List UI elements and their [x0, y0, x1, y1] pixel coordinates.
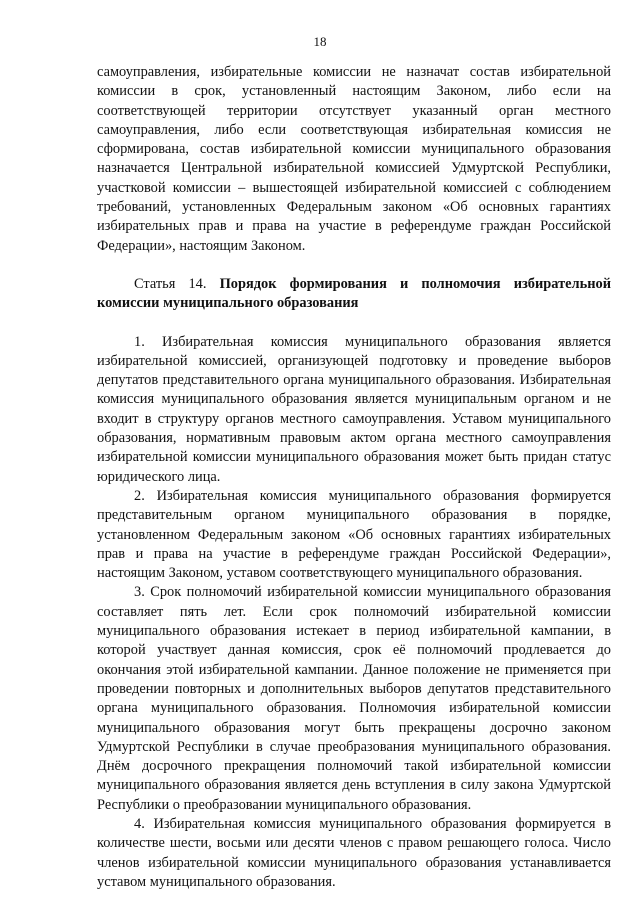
article-heading — [97, 275, 611, 314]
paragraph-1: 1. Избирательная комиссия муниципального образования является избирательной комиссией, организующей подготовку и проведение выборов депутатов представительного органа муниципального образования. Избирательная комиссия муниципального образования является муниципальным органом и не входит в структуру органов местного самоуправления. Уставом муниципального образования, нормативным правовым актом органа местного самоуправления избирательной комиссии муниципального образования может быть придан статус юридического лица. — [97, 333, 611, 485]
article-title: Порядок формирования и полномочия избирательной комиссии муниципального образования — [97, 275, 611, 312]
document-body — [97, 63, 611, 892]
paragraph-3: 3. Срок полномочий избирательной комиссии муниципального образования составляет пять лет. Если срок полномочий избирательной комиссии муниципального образования истекает в период избирательной кампании, в которой участвует данная комиссия, срок её полномочий продлевается до окончания этой избирательной кампании. Данное положение не применяется при проведении повторных и дополнительных выборов депутатов представительного органа муниципального образования. Полномочия избирательной комиссии муниципального образования могут быть прекращены досрочно законом Удмуртской Республики в случае преобразования муниципального образования. Днём досрочного прекращения полномочий такой избирательной комиссии муниципального образования является день вступления в силу закона Удмуртской Республики о преобразовании муниципального образования. — [97, 584, 611, 813]
opening-paragraph: самоуправления, избирательные комиссии не назначат состав избирательной комиссии в срок, установленный настоящим Законом, либо если на соответствующей территории отсутствует указанный орган местного самоуправления, либо если соответствующая избирательная комиссия не сформирована, состав избирательной комиссии муниципального образования назначается Центральной избирательной комиссией Удмуртской Республики, участковой комиссии – вышестоящей избирательной комиссией с соблюдением требований, установленных Федеральным законом «Об основных гарантиях избирательных прав и права на участие в референдуме граждан Российской Федерации», настоящим Законом. — [97, 64, 611, 254]
paragraph-2: 2. Избирательная комиссия муниципального образования формируется представительным органом муниципального образования в порядке, установленном Федеральным законом «Об основных гарантиях избирательных прав и права на участие в референдуме граждан Российской Федерации», настоящим Законом, уставом соответствующего муниципального образования. — [97, 487, 611, 582]
article-label: Статья 14. — [134, 275, 207, 292]
page-number: 18 — [313, 34, 327, 49]
paragraph-4: 4. Избирательная комиссия муниципального образования формируется в количестве шести, восьми или десяти членов с правом решающего голоса. Число членов избирательной комиссии муниципального образования устанавливается уставом муниципального образования. — [97, 815, 611, 890]
